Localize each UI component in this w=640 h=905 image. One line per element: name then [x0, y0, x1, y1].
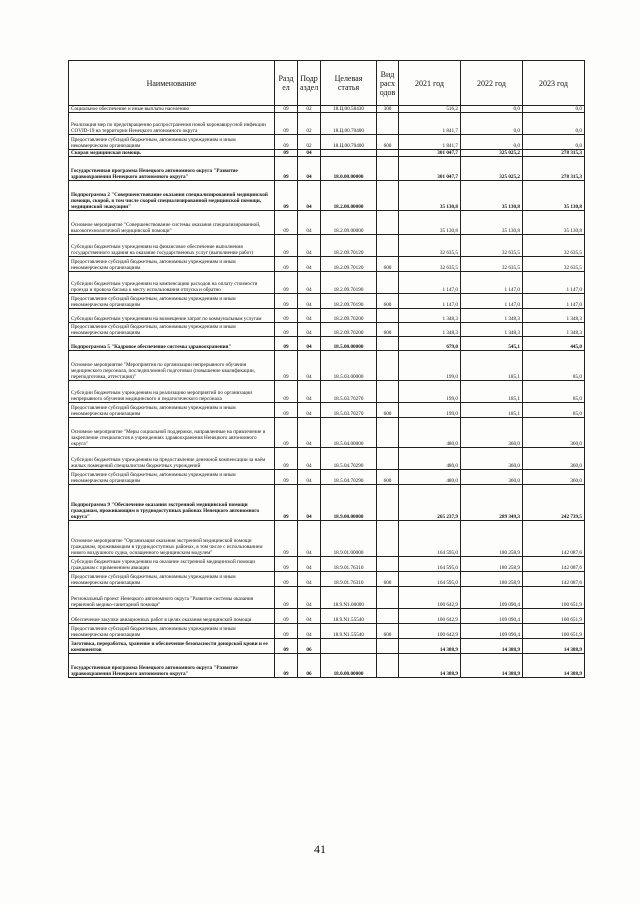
row-target-cell: 18.5.03.00000 — [321, 351, 377, 381]
row-subsection-cell: 04 — [298, 272, 321, 294]
row-target-cell: 18.2.09.70120 — [321, 235, 377, 257]
row-name-cell: Государственная программа Ненецкого автономного округа "Развитие здравоохранения Ненецкого автономного округа" — [69, 157, 275, 181]
row-target-cell: 18.9.01.76310 — [321, 572, 377, 587]
row-expense-type-cell — [377, 485, 399, 521]
row-expense-type-cell — [377, 211, 399, 235]
row-target-cell: 18.0.00.00000 — [321, 157, 377, 181]
row-name-cell: Подпрограмма 5 "Кадровое обеспечение системы здравоохранения" — [69, 337, 275, 351]
row-2022-cell: 545,1 — [461, 337, 523, 351]
row-subsection-cell: 04 — [298, 157, 321, 181]
row-expense-type-cell — [377, 157, 399, 181]
table-row — [69, 150, 585, 157]
row-target-cell: 18.5.04.00000 — [321, 418, 377, 448]
row-target-cell: 18.5.00.00000 — [321, 337, 377, 351]
row-section-cell: 09 — [275, 157, 298, 181]
row-section-cell: 09 — [275, 106, 298, 113]
row-section-cell: 09 — [275, 337, 298, 351]
row-2022-cell: 360,0 — [461, 418, 523, 448]
row-2021-cell: 480,0 — [399, 470, 461, 485]
row-subsection-cell: 04 — [298, 337, 321, 351]
row-expense-type-cell — [377, 113, 399, 135]
row-2021-cell: 164 595,0 — [399, 572, 461, 587]
row-expense-type-cell — [377, 654, 399, 678]
row-2021-cell: 199,0 — [399, 381, 461, 403]
table-row — [69, 211, 585, 235]
row-2021-cell: 1 348,3 — [399, 309, 461, 323]
row-target-cell: 18.9.01.76310 — [321, 557, 377, 572]
row-2021-cell: 301 047,7 — [399, 150, 461, 157]
row-2022-cell: 35 130,8 — [461, 211, 523, 235]
row-subsection-cell: 02 — [298, 135, 321, 150]
row-name-cell: Субсидии бюджетным учреждениям на реализацию мероприятий по организации непрерывного обучения медицинского и педагогического персонала — [69, 381, 275, 403]
row-subsection-cell: 04 — [298, 521, 321, 557]
row-subsection-cell: 04 — [298, 381, 321, 403]
row-2023-cell: 278 315,3 — [523, 157, 585, 181]
row-2023-cell: 242 739,5 — [523, 485, 585, 521]
row-2023-cell: 100 651,9 — [523, 609, 585, 624]
row-2021-cell: 35 130,8 — [399, 211, 461, 235]
row-2023-cell: 35 130,8 — [523, 211, 585, 235]
row-target-cell: 18.5.04.70290 — [321, 470, 377, 485]
page-number: 41 — [314, 842, 326, 856]
row-2022-cell: 32 635,5 — [461, 235, 523, 257]
row-2022-cell: 185,1 — [461, 381, 523, 403]
budget-table — [68, 60, 585, 678]
row-name-cell: Основное мероприятие "Мероприятия по организации непрерывного обучения медицинского персонала, последипломной подготовки (повышение квалификации, переподготовка, аттестация)" — [69, 351, 275, 381]
row-expense-type-cell — [377, 309, 399, 323]
row-name-cell: Государственная программа Ненецкого автономного округа "Развитие здравоохранения Ненецкого автономного округа" — [69, 654, 275, 678]
row-name-cell: Предоставление субсидий бюджетным, автономным учреждениям и иным некоммерческим организациям — [69, 470, 275, 485]
row-2021-cell: 100 642,9 — [399, 624, 461, 639]
row-section-cell: 09 — [275, 587, 298, 609]
row-2022-cell: 14 388,9 — [461, 639, 523, 654]
row-2021-cell: 516,2 — [399, 106, 461, 113]
row-target-cell: 18.9.01.00000 — [321, 521, 377, 557]
row-subsection-cell: 04 — [298, 448, 321, 470]
row-subsection-cell: 04 — [298, 211, 321, 235]
table-row — [69, 557, 585, 572]
row-name-cell: Подпрограмма 2 "Совершенствование оказания специализированной медицинской помощи, скорой, в том числе скорой специализированной медицинской помощи, медицинской эвакуации" — [69, 181, 275, 211]
row-2021-cell: 1 841,7 — [399, 135, 461, 150]
row-name-cell: Предоставление субсидий бюджетным, автономным учреждениям и иным некоммерческим организациям — [69, 403, 275, 418]
row-name-cell: Предоставление субсидий бюджетным, автономным учреждениям и иным некоммерческим организациям — [69, 294, 275, 309]
row-section-cell: 09 — [275, 351, 298, 381]
row-subsection-cell: 04 — [298, 470, 321, 485]
row-expense-type-cell — [377, 639, 399, 654]
row-section-cell: 09 — [275, 418, 298, 448]
row-target-cell: 18.5.03.70270 — [321, 381, 377, 403]
row-target-cell: 18.2.09.70200 — [321, 309, 377, 323]
row-subsection-cell: 04 — [298, 418, 321, 448]
row-name-cell: Социальное обеспечение и иные выплаты населению — [69, 106, 275, 113]
row-2023-cell: 0,0 — [523, 113, 585, 135]
row-subsection-cell: 04 — [298, 309, 321, 323]
row-name-cell: Обеспечение закупки авиационных работ в целях оказания медицинской помощи — [69, 609, 275, 624]
row-2023-cell: 360,0 — [523, 448, 585, 470]
row-section-cell: 09 — [275, 294, 298, 309]
table-row — [69, 587, 585, 609]
row-target-cell: 18.9.00.00000 — [321, 485, 377, 521]
row-2022-cell: 0,0 — [461, 135, 523, 150]
row-2023-cell: 1 348,3 — [523, 323, 585, 337]
row-2021-cell: 199,0 — [399, 351, 461, 381]
row-section-cell: 09 — [275, 113, 298, 135]
table-row — [69, 418, 585, 448]
row-subsection-cell: 04 — [298, 181, 321, 211]
row-2021-cell: 265 237,9 — [399, 485, 461, 521]
row-2021-cell: 480,0 — [399, 448, 461, 470]
row-section-cell: 09 — [275, 470, 298, 485]
row-2022-cell: 14 388,9 — [461, 654, 523, 678]
table-header-row — [69, 61, 585, 106]
table-row — [69, 157, 585, 181]
row-2022-cell: 0,0 — [461, 106, 523, 113]
col-header-2023: 2023 год — [523, 61, 585, 106]
row-2023-cell: 100 651,9 — [523, 624, 585, 639]
row-target-cell: 18.2.09.70120 — [321, 257, 377, 272]
row-subsection-cell: 04 — [298, 235, 321, 257]
row-section-cell: 09 — [275, 557, 298, 572]
table-row — [69, 113, 585, 135]
row-2023-cell: 32 635,5 — [523, 235, 585, 257]
row-2023-cell: 32 635,5 — [523, 257, 585, 272]
row-2023-cell: 0,0 — [523, 135, 585, 150]
row-name-cell: Реализация мер по предотвращению распространения новой коронавирусной инфекции COVID-19 на территории Ненецкого автономного округа — [69, 113, 275, 135]
row-name-cell: Предоставление субсидий бюджетным, автономным учреждениям и иным некоммерческим организациям — [69, 135, 275, 150]
row-expense-type-cell — [377, 448, 399, 470]
row-2021-cell: 1 348,3 — [399, 323, 461, 337]
row-2021-cell: 14 388,9 — [399, 654, 461, 678]
row-subsection-cell: 04 — [298, 323, 321, 337]
row-section-cell: 09 — [275, 654, 298, 678]
row-section-cell: 09 — [275, 235, 298, 257]
row-2023-cell: 85,0 — [523, 403, 585, 418]
row-name-cell: Субсидии бюджетным учреждениям на предоставление денежной компенсации за наём жилых помещений специалистам бюджетных учреждений — [69, 448, 275, 470]
row-section-cell: 09 — [275, 181, 298, 211]
row-name-cell: Основное мероприятие "Меры социальной поддержки, направленные на привлечение и закрепление специалистов в учреждениях здравоохранения Ненецкого автономного округа" — [69, 418, 275, 448]
row-name-cell: Предоставление субсидий бюджетным, автономным учреждениям и иным некоммерческим организациям — [69, 323, 275, 337]
row-section-cell: 09 — [275, 521, 298, 557]
row-target-cell: 18.2.09.70200 — [321, 323, 377, 337]
row-2021-cell: 164 595,0 — [399, 557, 461, 572]
row-target-cell: 18.9.N1.55540 — [321, 624, 377, 639]
row-section-cell: 09 — [275, 403, 298, 418]
row-2023-cell: 142 087,6 — [523, 521, 585, 557]
row-2021-cell: 679,0 — [399, 337, 461, 351]
row-2022-cell: 360,0 — [461, 448, 523, 470]
row-subsection-cell: 04 — [298, 351, 321, 381]
table-row — [69, 485, 585, 521]
row-target-cell: 18.2.09.70190 — [321, 294, 377, 309]
row-name-cell: Субсидии бюджетным учреждениям на финансовое обеспечение выполнения государственного задания на оказание государственных услуг (выполнение работ) — [69, 235, 275, 257]
row-name-cell: Предоставление субсидий бюджетным, автономным учреждениям и иным некоммерческим организациям — [69, 257, 275, 272]
row-target-cell: 18.0.00.00000 — [321, 654, 377, 678]
row-subsection-cell: 04 — [298, 294, 321, 309]
row-expense-type-cell: 600 — [377, 135, 399, 150]
row-expense-type-cell — [377, 587, 399, 609]
row-name-cell: Заготовка, переработка, хранение и обеспечение безопасности донорской крови и ее компонентов — [69, 639, 275, 654]
row-expense-type-cell — [377, 181, 399, 211]
row-section-cell: 09 — [275, 609, 298, 624]
row-2022-cell: 289 349,3 — [461, 485, 523, 521]
row-target-cell: 18.Ц.00.58430 — [321, 106, 377, 113]
row-2023-cell: 360,0 — [523, 418, 585, 448]
row-section-cell: 09 — [275, 448, 298, 470]
row-2022-cell: 109 090,4 — [461, 624, 523, 639]
col-header-expense-type: Вид расх одов — [377, 61, 399, 106]
row-2023-cell: 1 147,0 — [523, 294, 585, 309]
row-2021-cell: 301 047,7 — [399, 157, 461, 181]
row-2022-cell: 109 090,4 — [461, 587, 523, 609]
row-2023-cell: 85,0 — [523, 381, 585, 403]
table-row — [69, 381, 585, 403]
row-expense-type-cell — [377, 337, 399, 351]
table-row — [69, 448, 585, 470]
row-target-cell: 18.2.00.00000 — [321, 181, 377, 211]
row-target-cell: 18.2.09.00000 — [321, 211, 377, 235]
col-header-subsection: Подр аздел — [298, 61, 321, 106]
row-2021-cell: 1 147,0 — [399, 294, 461, 309]
row-target-cell — [321, 639, 377, 654]
row-2023-cell: 85,0 — [523, 351, 585, 381]
row-2023-cell: 0,0 — [523, 106, 585, 113]
col-header-target: Целевая статья — [321, 61, 377, 106]
row-2023-cell: 14 388,9 — [523, 654, 585, 678]
row-2022-cell: 185,1 — [461, 351, 523, 381]
row-2023-cell: 142 087,6 — [523, 557, 585, 572]
row-section-cell: 09 — [275, 309, 298, 323]
table-row — [69, 639, 585, 654]
table-row — [69, 106, 585, 113]
row-2023-cell: 360,0 — [523, 470, 585, 485]
row-2022-cell: 1 348,3 — [461, 309, 523, 323]
row-target-cell: 18.5.03.70270 — [321, 403, 377, 418]
row-2022-cell: 0,0 — [461, 113, 523, 135]
row-2022-cell: 180 258,9 — [461, 572, 523, 587]
row-section-cell: 09 — [275, 485, 298, 521]
table-row — [69, 309, 585, 323]
row-2022-cell: 32 635,5 — [461, 257, 523, 272]
row-name-cell: Скорая медицинская помощь — [69, 150, 275, 157]
row-section-cell: 09 — [275, 272, 298, 294]
row-name-cell: Субсидии бюджетным учреждениям на оказание экстренной медицинской помощи гражданам с применением авиации — [69, 557, 275, 572]
table-row — [69, 181, 585, 211]
row-expense-type-cell — [377, 351, 399, 381]
table-row — [69, 609, 585, 624]
row-2023-cell: 1 348,3 — [523, 309, 585, 323]
row-subsection-cell: 04 — [298, 257, 321, 272]
row-2022-cell: 360,0 — [461, 470, 523, 485]
row-name-cell: Субсидии бюджетным учреждениям на возмещение затрат по коммунальным услугам — [69, 309, 275, 323]
row-2021-cell: 164 595,0 — [399, 521, 461, 557]
row-2023-cell: 35 130,8 — [523, 181, 585, 211]
row-subsection-cell: 04 — [298, 572, 321, 587]
row-2021-cell: 100 642,9 — [399, 587, 461, 609]
row-2023-cell: 100 651,9 — [523, 587, 585, 609]
row-2021-cell: 1 841,7 — [399, 113, 461, 135]
row-subsection-cell: 04 — [298, 624, 321, 639]
row-expense-type-cell — [377, 235, 399, 257]
row-subsection-cell: 04 — [298, 485, 321, 521]
col-header-section: Разд ел — [275, 61, 298, 106]
table-row — [69, 403, 585, 418]
row-expense-type-cell — [377, 150, 399, 157]
row-2022-cell: 109 090,4 — [461, 609, 523, 624]
row-expense-type-cell — [377, 418, 399, 448]
row-section-cell: 09 — [275, 624, 298, 639]
row-2023-cell: 142 087,6 — [523, 572, 585, 587]
row-expense-type-cell — [377, 557, 399, 572]
col-header-name: Наименование — [69, 61, 275, 106]
row-target-cell: 18.2.09.70190 — [321, 272, 377, 294]
row-subsection-cell: 02 — [298, 113, 321, 135]
row-subsection-cell: 04 — [298, 150, 321, 157]
table-row — [69, 272, 585, 294]
row-name-cell: Предоставление субсидий бюджетным, автономным учреждениям и иным некоммерческим организациям — [69, 572, 275, 587]
row-target-cell: 18.Ц.00.70400 — [321, 113, 377, 135]
row-section-cell: 09 — [275, 323, 298, 337]
row-subsection-cell: 04 — [298, 403, 321, 418]
row-2022-cell: 1 147,0 — [461, 294, 523, 309]
row-expense-type-cell — [377, 272, 399, 294]
row-2021-cell: 199,0 — [399, 403, 461, 418]
table-row — [69, 572, 585, 587]
table-row — [69, 351, 585, 381]
row-section-cell: 09 — [275, 150, 298, 157]
row-target-cell: 18.9.N1.00000 — [321, 587, 377, 609]
row-section-cell: 09 — [275, 257, 298, 272]
row-expense-type-cell: 600 — [377, 624, 399, 639]
row-expense-type-cell — [377, 381, 399, 403]
table-row — [69, 521, 585, 557]
row-2022-cell: 180 258,9 — [461, 557, 523, 572]
row-2022-cell: 325 025,2 — [461, 157, 523, 181]
col-header-2022: 2022 год — [461, 61, 523, 106]
row-subsection-cell: 04 — [298, 557, 321, 572]
row-2021-cell: 32 635,5 — [399, 257, 461, 272]
row-section-cell: 09 — [275, 572, 298, 587]
row-section-cell: 09 — [275, 135, 298, 150]
row-2021-cell: 1 147,0 — [399, 272, 461, 294]
table-row — [69, 294, 585, 309]
col-header-2021: 2021 год — [399, 61, 461, 106]
row-subsection-cell: 06 — [298, 639, 321, 654]
row-name-cell: Субсидии бюджетным учреждениям на компенсацию расходов на оплату стоимости проезда и провоза багажа к месту использования отпуска и обратно — [69, 272, 275, 294]
row-subsection-cell: 04 — [298, 587, 321, 609]
row-subsection-cell: 02 — [298, 106, 321, 113]
row-target-cell: 18.9.N1.55540 — [321, 609, 377, 624]
row-2022-cell: 1 348,3 — [461, 323, 523, 337]
table-row — [69, 135, 585, 150]
row-name-cell: Региональный проект Ненецкого автономного округа "Развитие системы оказания первичной медико-санитарной помощи" — [69, 587, 275, 609]
row-expense-type-cell: 600 — [377, 257, 399, 272]
table-row — [69, 323, 585, 337]
row-2021-cell: 35 130,8 — [399, 181, 461, 211]
row-2023-cell: 278 315,3 — [523, 150, 585, 157]
row-2023-cell: 1 147,0 — [523, 272, 585, 294]
table-row — [69, 257, 585, 272]
table-row — [69, 337, 585, 351]
row-expense-type-cell: 600 — [377, 470, 399, 485]
row-name-cell: Основное мероприятие "Совершенствование системы оказания специализированной, высокотехнологичной медицинской помощи" — [69, 211, 275, 235]
row-expense-type-cell: 600 — [377, 323, 399, 337]
row-section-cell: 09 — [275, 211, 298, 235]
row-expense-type-cell — [377, 609, 399, 624]
row-target-cell — [321, 150, 377, 157]
table-row — [69, 654, 585, 678]
row-expense-type-cell: 600 — [377, 294, 399, 309]
row-expense-type-cell — [377, 521, 399, 557]
row-expense-type-cell: 600 — [377, 572, 399, 587]
table-row — [69, 235, 585, 257]
row-target-cell: 18.Ц.00.70400 — [321, 135, 377, 150]
row-2022-cell: 1 147,0 — [461, 272, 523, 294]
row-2022-cell: 325 025,2 — [461, 150, 523, 157]
row-target-cell: 18.5.04.70290 — [321, 448, 377, 470]
row-2022-cell: 35 130,8 — [461, 181, 523, 211]
row-2021-cell: 32 635,5 — [399, 235, 461, 257]
row-2022-cell: 180 258,9 — [461, 521, 523, 557]
row-2022-cell: 185,1 — [461, 403, 523, 418]
row-expense-type-cell: 300 — [377, 106, 399, 113]
row-expense-type-cell: 600 — [377, 403, 399, 418]
row-subsection-cell: 04 — [298, 609, 321, 624]
row-subsection-cell: 06 — [298, 654, 321, 678]
row-name-cell: Предоставление субсидий бюджетным, автономным учреждениям и иным некоммерческим организациям — [69, 624, 275, 639]
row-2023-cell: 445,0 — [523, 337, 585, 351]
table-row — [69, 470, 585, 485]
row-name-cell: Основное мероприятие "Организация оказания экстренной медицинской помощи гражданам, проживающим в труднодоступных районах, в том числе с использованием нового воздушного судна, оснащенного медицинским модулем" — [69, 521, 275, 557]
row-2021-cell: 100 642,9 — [399, 609, 461, 624]
row-section-cell: 09 — [275, 381, 298, 403]
row-2021-cell: 480,0 — [399, 418, 461, 448]
row-2021-cell: 14 388,9 — [399, 639, 461, 654]
row-section-cell: 09 — [275, 639, 298, 654]
row-name-cell: Подпрограмма 9 "Обеспечение оказания экстренной медицинской помощи гражданам, проживающим в труднодоступных районах Ненецкого автономного округа" — [69, 485, 275, 521]
row-2023-cell: 14 388,9 — [523, 639, 585, 654]
table-row — [69, 624, 585, 639]
